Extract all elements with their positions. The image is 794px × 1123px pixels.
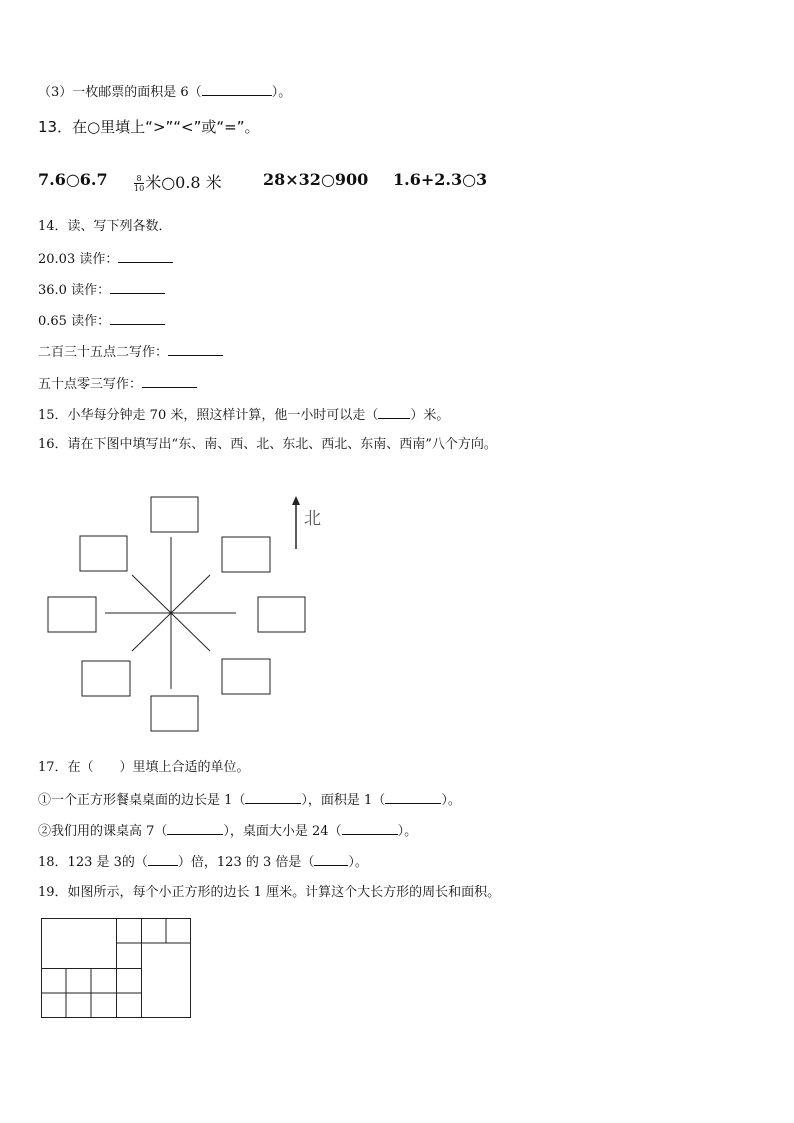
box-top-left: [80, 536, 127, 571]
q13-compare-d: 1.6+2.3○3: [393, 170, 488, 189]
box-bottom: [151, 696, 198, 731]
q17-line1-part-b: ），面积是 1（: [301, 793, 386, 808]
q18-part-c: ）。: [348, 855, 368, 870]
q17-line1: [38, 791, 461, 809]
q15-close: ）米。: [410, 408, 450, 423]
q16-title: 16．请在下图中填写出“东、南、西、北、东北、西北、东南、西南”八个方向。: [38, 437, 497, 452]
q14-item-label: 0.65 读作：: [38, 314, 111, 329]
fraction: [134, 174, 144, 193]
q12-part3-text: （3）一枚邮票的面积是 6（: [38, 85, 202, 100]
box-left: [48, 597, 96, 632]
answer-blank[interactable]: [342, 822, 398, 835]
box-top-right: [222, 537, 270, 572]
answer-blank[interactable]: [167, 822, 223, 835]
north-arrow-head: [292, 496, 300, 505]
q18-part-a: 18．123 是 3的（: [38, 855, 148, 870]
q17-line2-part-a: ②我们用的课桌高 7（: [38, 824, 168, 839]
q15: [38, 406, 449, 424]
answer-blank[interactable]: [385, 791, 441, 804]
answer-blank[interactable]: [110, 281, 165, 294]
box-bottom-left: [82, 661, 130, 696]
q13-compare-c: 28×32○900: [263, 170, 369, 189]
q14-item-2: [38, 281, 165, 299]
answer-blank[interactable]: [118, 250, 173, 263]
grid-diagram: [0, 910, 794, 1025]
north-label: 北: [304, 509, 321, 529]
q15-text: 15．小华每分钟走 70 米，照这样计算，他一小时可以走（: [38, 408, 379, 423]
q13-compare-b: [134, 170, 222, 193]
q17-title: 17．在（ ）里填上合适的单位。: [38, 760, 250, 775]
q14-item-label: 二百三十五点二写作：: [38, 345, 169, 360]
answer-blank[interactable]: [142, 375, 197, 388]
q13-compare-a: 7.6○6.7: [38, 170, 108, 189]
q14-item-label: 五十点零三写作：: [38, 377, 143, 392]
answer-blank[interactable]: [314, 853, 348, 866]
q12-part3: [38, 83, 291, 101]
answer-blank[interactable]: [168, 343, 223, 356]
box-bottom-right: [222, 659, 270, 694]
q14-item-label: 20.03 读作：: [38, 252, 119, 267]
q17-line2-part-b: ），桌面大小是 24（: [223, 824, 342, 839]
answer-blank[interactable]: [110, 312, 165, 325]
q17-line2: [38, 822, 417, 840]
answer-blank[interactable]: [245, 791, 301, 804]
q14-item-5: [38, 375, 197, 393]
q14-item-3: [38, 312, 165, 330]
q19-title: 19．如图所示，每个小正方形的边长 1 厘米。计算这个大长方形的周长和面积。: [38, 885, 501, 900]
box-top: [151, 497, 198, 532]
fraction-denominator: 10: [134, 184, 145, 193]
box-right: [258, 597, 305, 632]
answer-blank[interactable]: [378, 406, 410, 419]
q12-part3-close: ）。: [271, 85, 292, 100]
answer-blank[interactable]: [202, 83, 272, 96]
q18-part-b: ）倍，123 的 3 倍是（: [177, 855, 315, 870]
q13-compare-b-rest: 米○0.8 米: [145, 173, 222, 192]
q17-line1-part-c: ）。: [441, 793, 461, 808]
q14-item-1: [38, 250, 173, 268]
q14-title: 14．读、写下列各数．: [38, 219, 172, 234]
compass-diagram: [0, 480, 794, 740]
q14-item-label: 36.0 读作：: [38, 283, 111, 298]
fraction-numerator: 8: [134, 174, 144, 184]
q18: [38, 853, 368, 871]
answer-blank[interactable]: [148, 853, 178, 866]
q13-title: 13．在○里填上“>”“<”或“=”。: [38, 118, 260, 136]
q14-item-4: [38, 343, 223, 361]
q17-line1-part-a: ①一个正方形餐桌桌面的边长是 1（: [38, 793, 246, 808]
q17-line2-part-c: ）。: [397, 824, 418, 839]
